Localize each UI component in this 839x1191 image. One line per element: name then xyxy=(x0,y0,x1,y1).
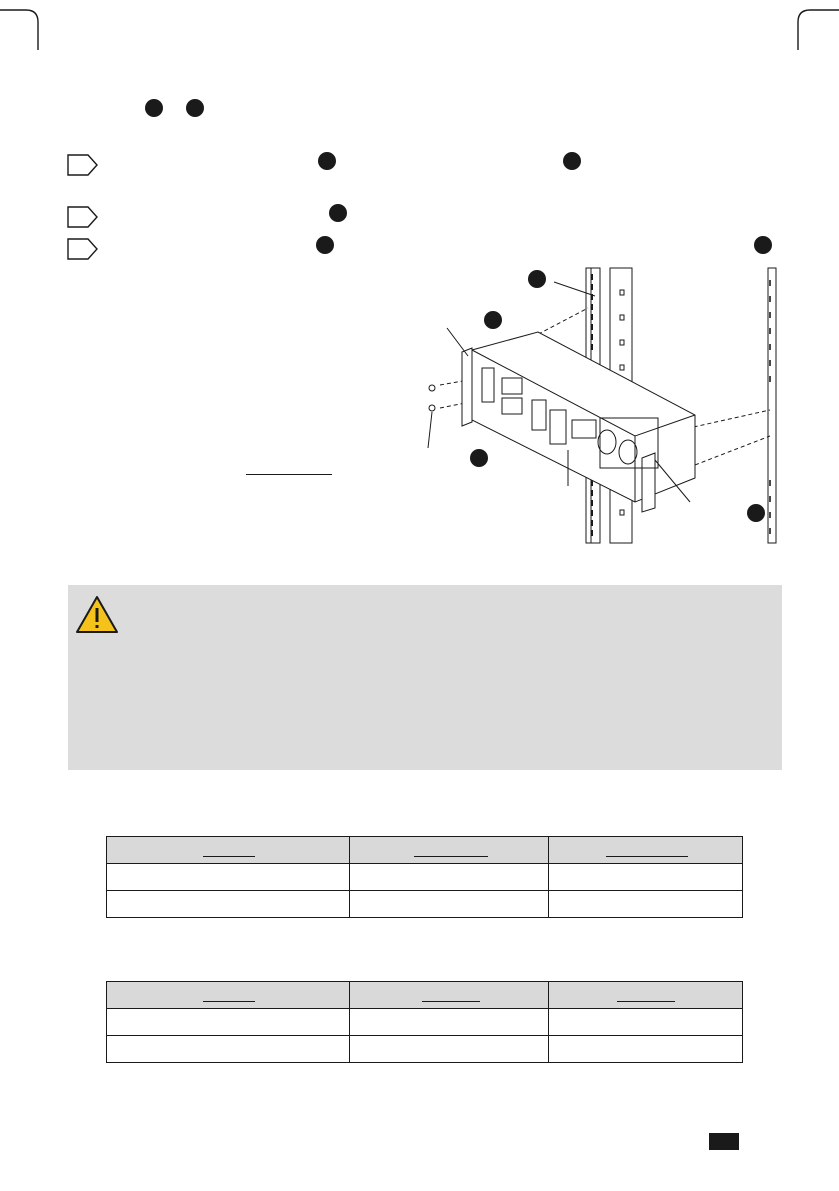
table-row xyxy=(107,1009,743,1036)
table-cell xyxy=(549,891,743,918)
callout-dot xyxy=(747,504,765,522)
crop-mark-right xyxy=(760,0,839,60)
table-header-cell xyxy=(549,982,743,1009)
reference-dot xyxy=(145,99,163,117)
table-header-row xyxy=(107,837,743,864)
reference-dot xyxy=(563,152,581,170)
table-cell xyxy=(107,864,350,891)
table-header-cell xyxy=(549,837,743,864)
page-number-badge xyxy=(709,1133,739,1150)
reference-dot xyxy=(329,204,347,222)
reference-dot xyxy=(186,99,204,117)
step-tag-icon xyxy=(67,206,99,228)
callout-dot xyxy=(484,311,502,329)
crop-mark-left xyxy=(0,0,80,60)
table-header-cell xyxy=(350,982,549,1009)
table-cell xyxy=(107,1036,350,1063)
step-tag-icon xyxy=(67,154,99,176)
spec-table-1 xyxy=(106,836,743,918)
reference-dot xyxy=(318,152,336,170)
spec-table-2 xyxy=(106,981,743,1063)
text-underline xyxy=(246,474,332,475)
reference-dot xyxy=(316,236,334,254)
callout-dot xyxy=(528,270,546,288)
table-header-cell xyxy=(350,837,549,864)
table-row xyxy=(107,891,743,918)
reference-dot xyxy=(754,236,772,254)
rack-mount-illustration xyxy=(410,260,790,550)
table-header-row xyxy=(107,982,743,1009)
table-header-cell xyxy=(107,982,350,1009)
step-tag-icon xyxy=(67,238,99,260)
table-row xyxy=(107,1036,743,1063)
warning-triangle-icon xyxy=(75,595,119,635)
table-cell xyxy=(350,864,549,891)
table-row xyxy=(107,864,743,891)
table-cell xyxy=(549,1036,743,1063)
table-cell xyxy=(350,1036,549,1063)
table-cell xyxy=(549,864,743,891)
warning-panel xyxy=(68,585,782,770)
table-cell xyxy=(107,1009,350,1036)
table-cell xyxy=(107,891,350,918)
table-cell xyxy=(350,891,549,918)
table-header-cell xyxy=(107,837,350,864)
table-cell xyxy=(549,1009,743,1036)
callout-dot xyxy=(470,449,488,467)
table-cell xyxy=(350,1009,549,1036)
